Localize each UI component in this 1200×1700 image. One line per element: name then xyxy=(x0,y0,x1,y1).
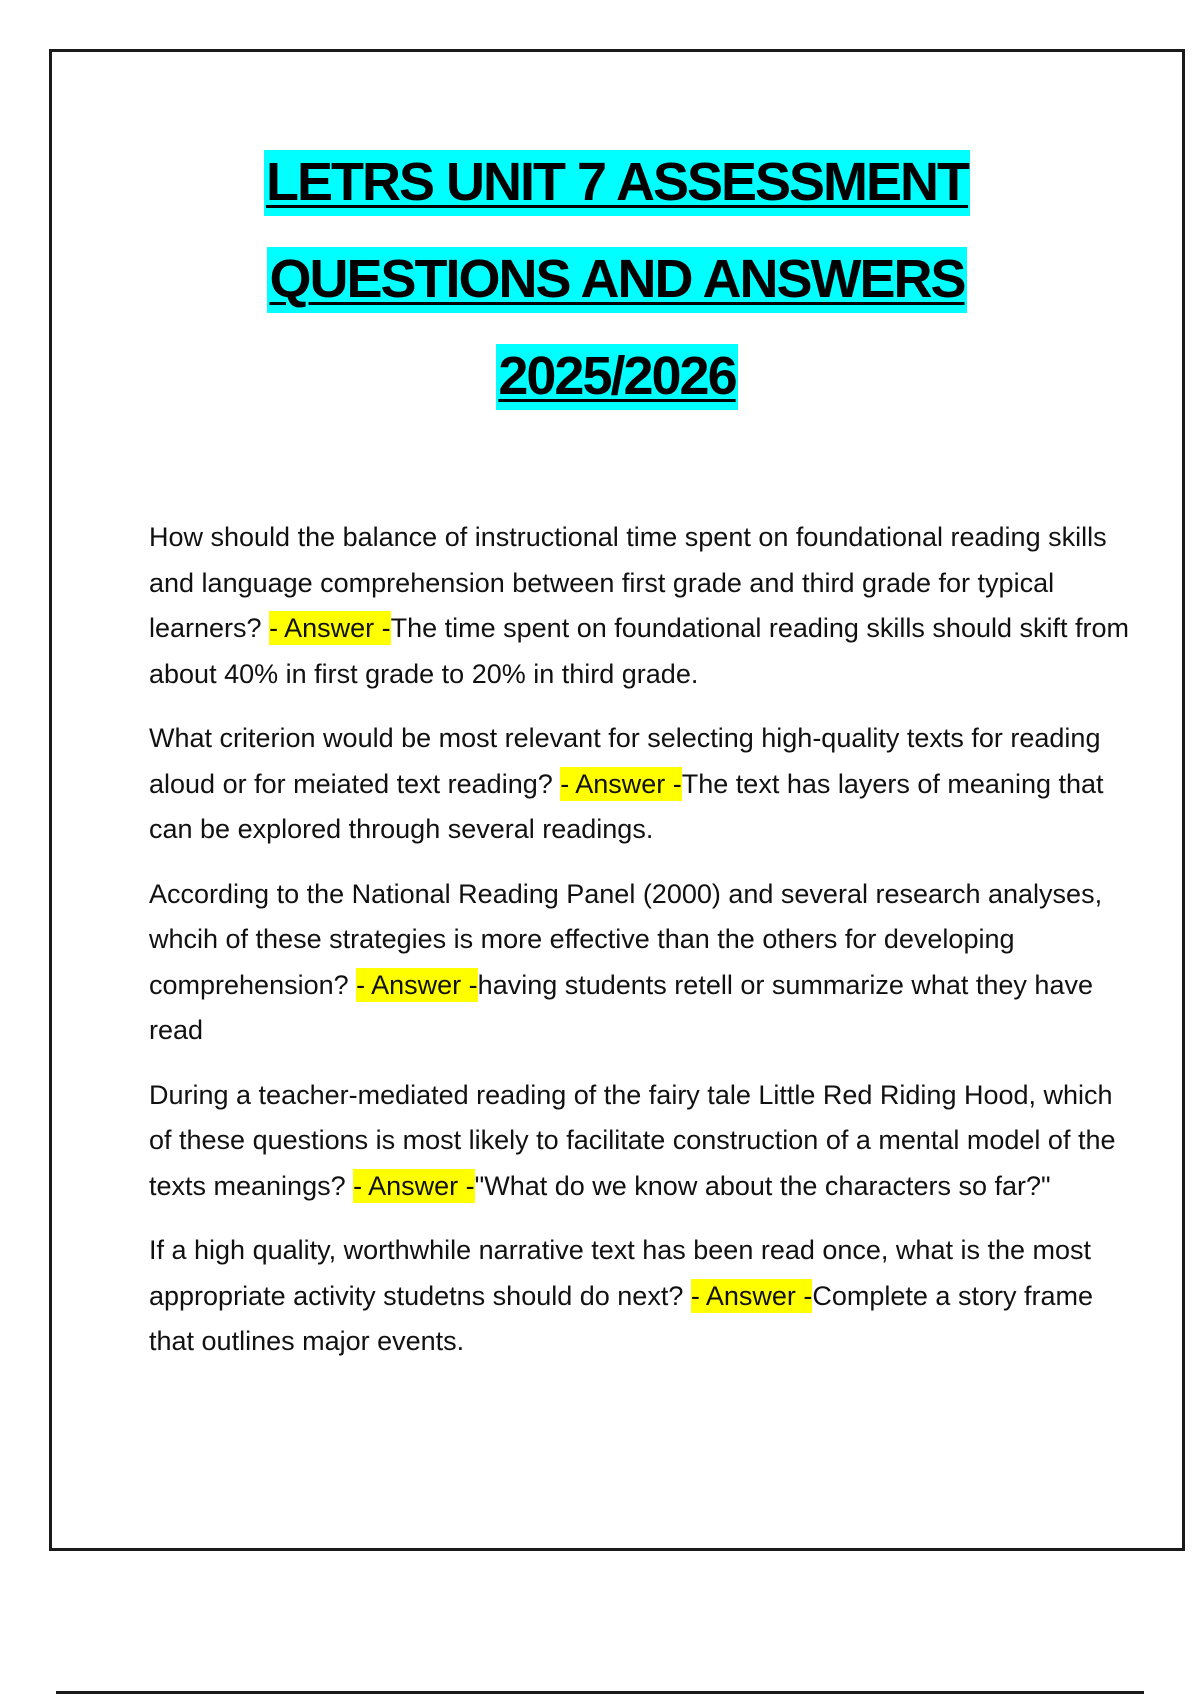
qa-item-4 xyxy=(149,1073,1129,1210)
answer-text: The text has layers of meaning that can be explored through several readings. xyxy=(149,768,1104,844)
qa-item-3 xyxy=(149,872,1129,1054)
qa-item-1 xyxy=(149,515,1129,697)
title-text-1: LETRS UNIT 7 ASSESSMENT xyxy=(264,150,970,216)
question-text: During a teacher-mediated reading of the fairy tale Little Red Riding Hood, which of these questions is most likely to facilitate construction of a mental model of the texts meanings? xyxy=(149,1079,1116,1201)
title-text-3: 2025/2026 xyxy=(496,344,737,410)
bottom-divider xyxy=(56,1691,1144,1694)
question-text: How should the balance of instructional time spent on foundational reading skills and language comprehension between first grade and third grade for typical learners? xyxy=(149,522,1107,643)
qa-item-2 xyxy=(149,716,1129,853)
answer-text: The time spent on foundational reading skills should skift from about 40% in first grade to 20% in third grade. xyxy=(149,613,1129,689)
answer-text: Complete a story frame that outlines major events. xyxy=(149,1280,1093,1356)
title-line-1 xyxy=(52,147,1182,244)
qa-list xyxy=(149,515,1129,1384)
question-text: If a high quality, worthwhile narrative text has been read once, what is the most appropriate activity studetns should do next? xyxy=(149,1235,1092,1311)
answer-marker: - Answer - xyxy=(560,768,682,799)
title-line-3 xyxy=(52,341,1182,438)
title-text-2: QUESTIONS AND ANSWERS xyxy=(267,247,966,313)
question-text: According to the National Reading Panel (2000) and several research analyses, whcih of these strategies is more effective than the others for developing comprehension? xyxy=(149,878,1103,1000)
qa-item-5 xyxy=(149,1228,1129,1365)
answer-text: having students retell or summarize what they have read xyxy=(149,969,1093,1045)
answer-text: "What do we know about the characters so far?" xyxy=(474,1170,1051,1201)
answer-marker: - Answer - xyxy=(690,1280,813,1311)
answer-marker: - Answer - xyxy=(269,613,391,643)
answer-marker: - Answer - xyxy=(353,1170,475,1201)
page-border xyxy=(49,49,1185,1551)
title-line-2 xyxy=(52,244,1182,341)
document-title xyxy=(52,147,1182,438)
question-text: What criterion would be most relevant for selecting high-quality texts for reading aloud or for meiated text reading? xyxy=(149,723,1101,799)
answer-marker: - Answer - xyxy=(356,969,478,1000)
